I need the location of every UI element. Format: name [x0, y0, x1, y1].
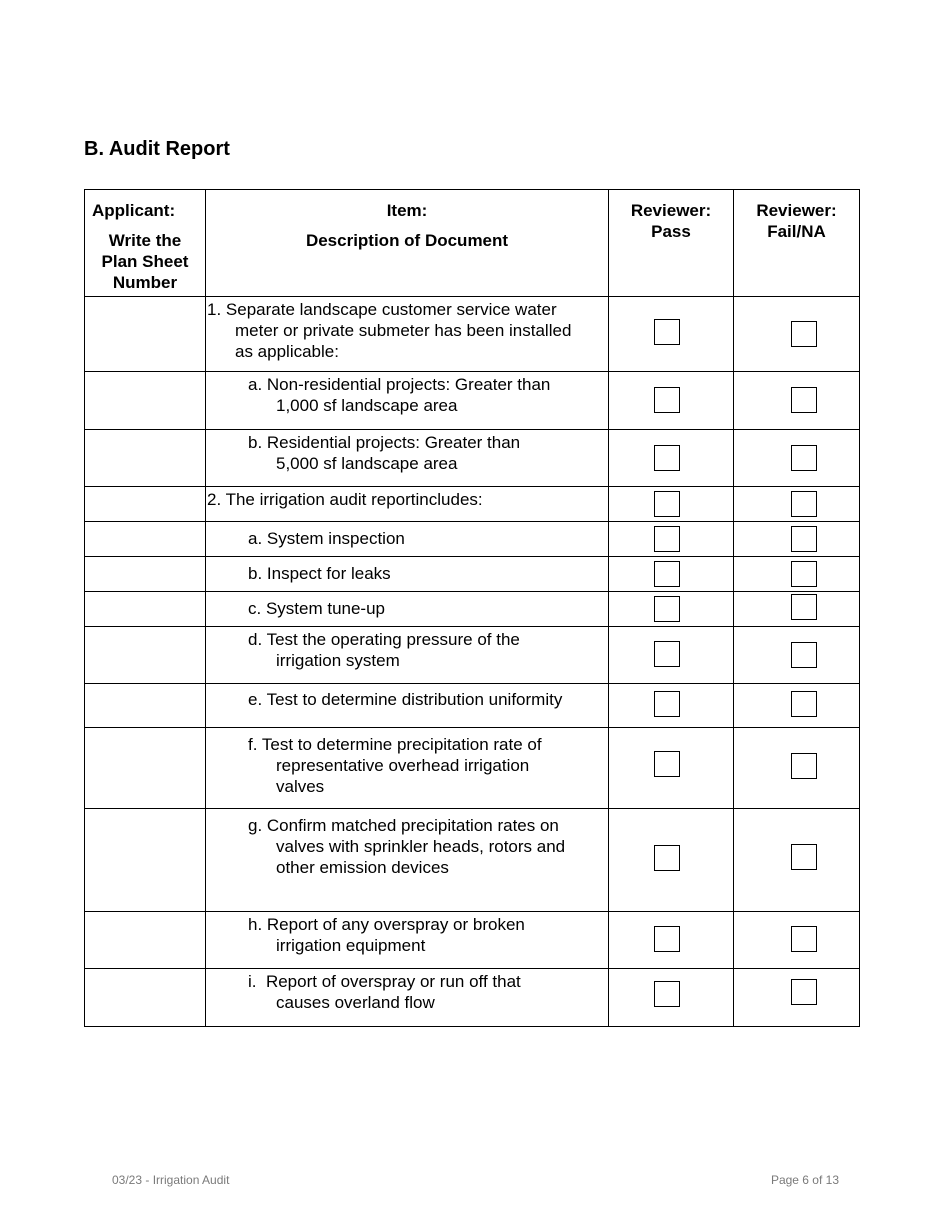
fail-na-checkbox[interactable] [791, 594, 817, 620]
plan-sheet-cell[interactable] [85, 430, 206, 486]
reviewer-pass-cell [609, 912, 734, 968]
reviewer-pass-cell [609, 809, 734, 911]
table-header-row [85, 190, 859, 296]
reviewer-pass-cell [609, 430, 734, 486]
item-text-line: b. Residential projects: Greater than [248, 433, 521, 452]
item-header-sub: Description of Document [305, 231, 509, 250]
item-description [206, 372, 609, 429]
reviewer-pass-cell [609, 969, 734, 1026]
fail-na-checkbox[interactable] [791, 642, 817, 668]
table-row [85, 968, 859, 1026]
item-text-line: d. Test the operating pressure of the [248, 630, 520, 649]
item-text-line: a. Non-residential projects: Greater than [248, 375, 551, 394]
pass-checkbox[interactable] [654, 387, 680, 413]
reviewer-fail-cell [734, 728, 859, 808]
footer-left: 03/23 - Irrigation Audit [112, 1173, 230, 1187]
table-row [85, 683, 859, 727]
reviewer-fail-cell [734, 487, 859, 521]
table-row [85, 591, 859, 626]
table-row [85, 727, 859, 808]
fail-na-checkbox[interactable] [791, 491, 817, 517]
reviewer-fail-cell [734, 297, 859, 371]
item-description [206, 684, 609, 727]
item-text-line: 5,000 sf landscape area [276, 454, 458, 473]
pass-checkbox[interactable] [654, 981, 680, 1007]
item-text-line: other emission devices [276, 858, 449, 877]
pass-checkbox[interactable] [654, 445, 680, 471]
fail-na-checkbox[interactable] [791, 691, 817, 717]
item-text-line: valves with sprinkler heads, rotors and [276, 837, 566, 856]
item-description [206, 522, 609, 556]
item-description [206, 557, 609, 591]
pass-checkbox[interactable] [654, 845, 680, 871]
audit-report-table [84, 189, 860, 1027]
plan-sheet-cell[interactable] [85, 969, 206, 1026]
reviewer-pass-header [609, 190, 734, 296]
item-text-line: valves [276, 777, 325, 796]
reviewer-pass-cell [609, 627, 734, 683]
fail-na-checkbox[interactable] [791, 979, 817, 1005]
fail-na-checkbox[interactable] [791, 321, 817, 347]
item-text-line: i. Report of overspray or run off that [248, 972, 521, 991]
plan-sheet-cell[interactable] [85, 809, 206, 911]
table-row [85, 296, 859, 371]
table-row [85, 911, 859, 968]
pass-checkbox[interactable] [654, 319, 680, 345]
reviewer-fail-cell [734, 627, 859, 683]
pass-checkbox[interactable] [654, 491, 680, 517]
applicant-header [85, 190, 206, 296]
footer-page-number: Page 6 of 13 [770, 1173, 839, 1187]
item-description [206, 487, 609, 521]
plan-sheet-cell[interactable] [85, 372, 206, 429]
plan-sheet-cell[interactable] [85, 912, 206, 968]
table-row [85, 626, 859, 683]
reviewer-fail-cell [734, 969, 859, 1026]
item-description [206, 969, 609, 1026]
item-text-line: causes overland flow [276, 993, 435, 1012]
item-text-line: irrigation equipment [276, 936, 426, 955]
reviewer-pass-cell [609, 297, 734, 371]
pass-checkbox[interactable] [654, 596, 680, 622]
reviewer-pass-label: Reviewer: Pass [630, 201, 712, 241]
item-description [206, 809, 609, 911]
item-description [206, 728, 609, 808]
plan-sheet-cell[interactable] [85, 592, 206, 626]
reviewer-pass-cell [609, 522, 734, 556]
reviewer-fail-cell [734, 684, 859, 727]
item-text-line: representative overhead irrigation [276, 756, 530, 775]
item-text-line: a. System inspection [248, 529, 405, 548]
applicant-header-label: Applicant: [92, 201, 176, 220]
pass-checkbox[interactable] [654, 691, 680, 717]
item-text-line: e. Test to determine distribution uniformity [248, 690, 563, 709]
plan-sheet-cell[interactable] [85, 522, 206, 556]
applicant-header-sub: Write the Plan Sheet Number [101, 231, 189, 292]
plan-sheet-cell[interactable] [85, 728, 206, 808]
pass-checkbox[interactable] [654, 926, 680, 952]
reviewer-fail-cell [734, 372, 859, 429]
fail-na-checkbox[interactable] [791, 445, 817, 471]
item-text-line: 2. The irrigation audit reportincludes: [207, 490, 483, 509]
item-text-line: 1. Separate landscape customer service water [207, 300, 557, 319]
item-text-line: b. Inspect for leaks [248, 564, 391, 583]
table-row [85, 808, 859, 911]
reviewer-fail-cell [734, 592, 859, 626]
pass-checkbox[interactable] [654, 641, 680, 667]
item-header-label: Item: [386, 201, 428, 220]
reviewer-fail-cell [734, 522, 859, 556]
item-text-line: c. System tune-up [248, 599, 386, 618]
item-text-line: g. Confirm matched precipitation rates on [248, 816, 559, 835]
item-description [206, 627, 609, 683]
reviewer-fail-label: Reviewer: Fail/NA [756, 201, 837, 241]
reviewer-pass-cell [609, 592, 734, 626]
fail-na-checkbox[interactable] [791, 926, 817, 952]
reviewer-fail-cell [734, 809, 859, 911]
plan-sheet-cell[interactable] [85, 557, 206, 591]
section-title: B. Audit Report [84, 138, 230, 160]
plan-sheet-cell[interactable] [85, 487, 206, 521]
item-description [206, 912, 609, 968]
fail-na-checkbox[interactable] [791, 387, 817, 413]
item-text-line: as applicable: [235, 342, 339, 361]
reviewer-pass-cell [609, 372, 734, 429]
item-header [206, 190, 609, 296]
reviewer-fail-cell [734, 912, 859, 968]
reviewer-fail-cell [734, 430, 859, 486]
pass-checkbox[interactable] [654, 751, 680, 777]
reviewer-pass-cell [609, 684, 734, 727]
item-text-line: 1,000 sf landscape area [276, 396, 458, 415]
plan-sheet-cell[interactable] [85, 627, 206, 683]
table-row [85, 556, 859, 591]
item-text-line: meter or private submeter has been installed [235, 321, 572, 340]
reviewer-fail-header [734, 190, 859, 296]
pass-checkbox[interactable] [654, 561, 680, 587]
item-text-line: h. Report of any overspray or broken [248, 915, 525, 934]
item-text-line: f. Test to determine precipitation rate of [248, 735, 542, 754]
item-description [206, 430, 609, 486]
fail-na-checkbox[interactable] [791, 526, 817, 552]
fail-na-checkbox[interactable] [791, 753, 817, 779]
fail-na-checkbox[interactable] [791, 844, 817, 870]
pass-checkbox[interactable] [654, 526, 680, 552]
table-row [85, 486, 859, 521]
plan-sheet-cell[interactable] [85, 297, 206, 371]
reviewer-pass-cell [609, 728, 734, 808]
table-row [85, 521, 859, 556]
reviewer-pass-cell [609, 487, 734, 521]
plan-sheet-cell[interactable] [85, 684, 206, 727]
item-text-line: irrigation system [276, 651, 400, 670]
table-row [85, 371, 859, 429]
item-description [206, 592, 609, 626]
table-row [85, 429, 859, 486]
reviewer-pass-cell [609, 557, 734, 591]
reviewer-fail-cell [734, 557, 859, 591]
fail-na-checkbox[interactable] [791, 561, 817, 587]
item-description [206, 297, 609, 371]
